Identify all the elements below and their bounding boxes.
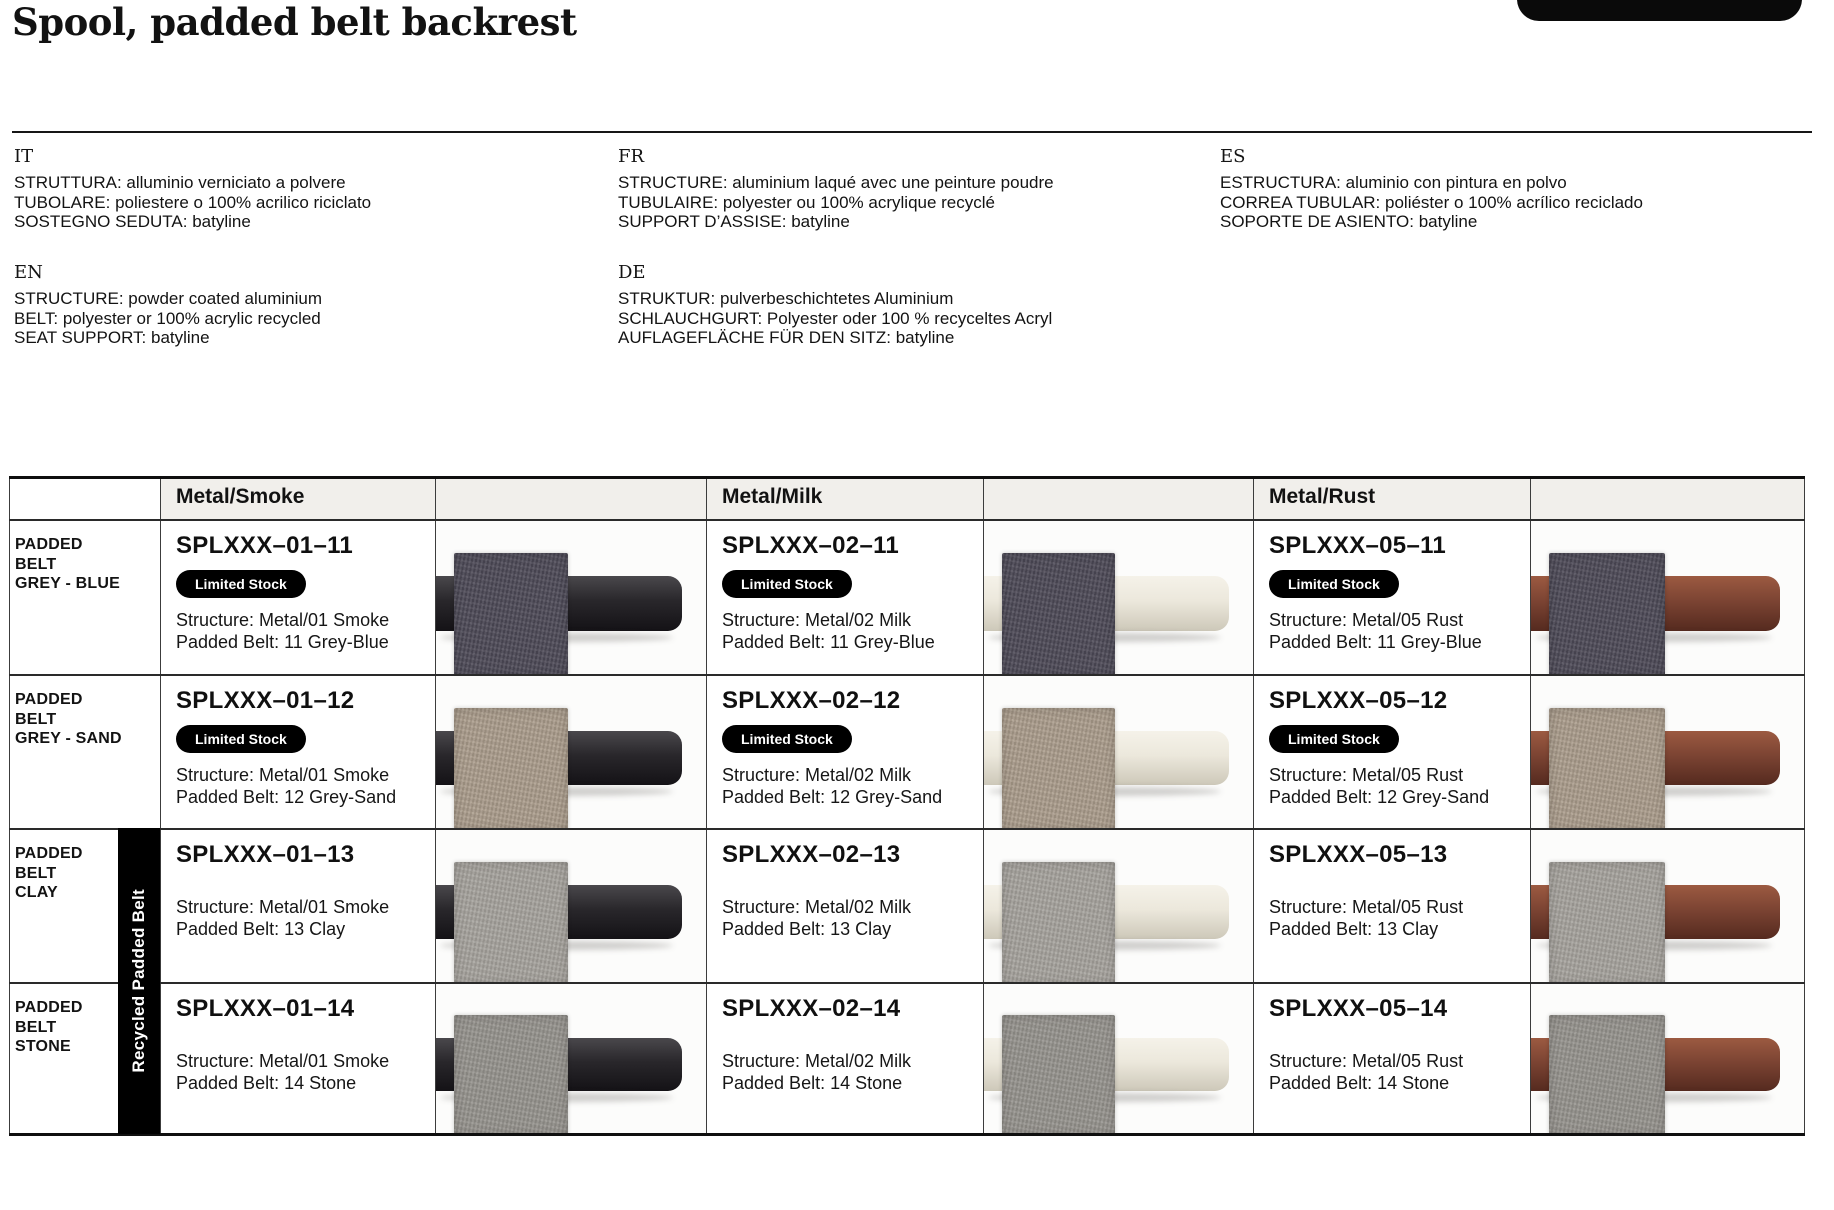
limited-stock-badge: Limited Stock bbox=[176, 725, 306, 753]
limited-stock-badge: Limited Stock bbox=[722, 570, 852, 598]
limited-stock-badge: Limited Stock bbox=[1269, 725, 1399, 753]
belt-swatch-icon bbox=[1549, 708, 1665, 828]
row-label-line: BELT bbox=[15, 555, 57, 573]
belt-swatch-icon bbox=[1549, 1015, 1665, 1133]
product-photo bbox=[435, 828, 706, 982]
product-cell bbox=[706, 674, 983, 828]
product-code: SPLXXX–02–11 bbox=[722, 532, 900, 559]
product-photo bbox=[1530, 519, 1805, 674]
spec-line: STRUCTURE: aluminium laqué avec une peinture poudre bbox=[618, 173, 1054, 192]
belt-swatch-icon bbox=[454, 553, 568, 674]
product-details bbox=[176, 609, 427, 653]
product-code: SPLXXX–05–14 bbox=[1269, 995, 1448, 1022]
product-detail-line: Structure: Metal/01 Smoke bbox=[176, 610, 390, 630]
banner-label: Recycled Padded Belt bbox=[129, 889, 148, 1073]
column-header-metal-milk: Metal/Milk bbox=[722, 485, 823, 508]
lang-code: IT bbox=[14, 146, 34, 167]
product-detail-line: Padded Belt: 12 Grey-Sand bbox=[722, 787, 943, 807]
column-header-metal-smoke: Metal/Smoke bbox=[176, 485, 305, 508]
product-photo bbox=[983, 982, 1253, 1133]
product-cell bbox=[160, 982, 435, 1133]
product-detail-line: Structure: Metal/05 Rust bbox=[1269, 765, 1464, 785]
spec-line: BELT: polyester or 100% acrylic recycled bbox=[14, 308, 321, 328]
lang-code: EN bbox=[14, 262, 43, 283]
product-details bbox=[1269, 609, 1522, 653]
belt-swatch-icon bbox=[454, 708, 568, 828]
product-detail-line: Padded Belt: 14 Stone bbox=[176, 1073, 357, 1093]
row-label-line: STONE bbox=[15, 1038, 71, 1055]
row-label-line: BELT bbox=[15, 710, 57, 728]
spec-line: STRUCTURE: powder coated aluminium bbox=[14, 289, 322, 308]
product-details bbox=[1269, 896, 1522, 940]
spec-line: STRUKTUR: pulverbeschichtetes Aluminium bbox=[618, 289, 954, 308]
product-photo bbox=[435, 519, 706, 674]
product-code: SPLXXX–01–14 bbox=[176, 995, 355, 1022]
cut-off-button[interactable] bbox=[1517, 0, 1802, 21]
product-cell bbox=[1253, 982, 1530, 1133]
row-label bbox=[9, 674, 160, 828]
lang-code: DE bbox=[618, 262, 646, 283]
product-details bbox=[1269, 1050, 1522, 1094]
spec-line: SOSTEGNO SEDUTA: batyline bbox=[14, 212, 251, 231]
grid-line bbox=[9, 982, 1805, 984]
spec-line: TUBOLARE: poliestere o 100% acrilico riciclato bbox=[14, 192, 372, 212]
product-detail-line: Structure: Metal/01 Smoke bbox=[176, 765, 390, 785]
product-cell bbox=[1253, 674, 1530, 828]
grid-line bbox=[160, 476, 161, 1134]
product-code: SPLXXX–05–12 bbox=[1269, 687, 1448, 714]
limited-stock-badge: Limited Stock bbox=[176, 570, 306, 598]
product-photo bbox=[435, 982, 706, 1133]
product-code: SPLXXX–01–12 bbox=[176, 687, 355, 714]
belt-swatch-icon bbox=[1549, 862, 1665, 982]
belt-swatch-icon bbox=[454, 862, 568, 982]
product-cell bbox=[706, 828, 983, 982]
row-label-line: BELT bbox=[15, 1018, 57, 1036]
product-detail-line: Padded Belt: 11 Grey-Blue bbox=[176, 632, 389, 652]
page-title: Spool, padded belt backrest bbox=[12, 0, 577, 44]
product-detail-line: Padded Belt: 11 Grey-Blue bbox=[722, 632, 935, 652]
product-cell bbox=[706, 519, 983, 674]
recycled-padded-belt-banner bbox=[118, 828, 160, 1134]
product-detail-line: Structure: Metal/05 Rust bbox=[1269, 610, 1464, 630]
product-photo bbox=[983, 519, 1253, 674]
row-label-line: GREY - BLUE bbox=[15, 575, 121, 592]
product-detail-line: Padded Belt: 13 Clay bbox=[722, 919, 892, 939]
product-code: SPLXXX–02–12 bbox=[722, 687, 901, 714]
product-photo bbox=[1530, 982, 1805, 1133]
row-label-line: GREY - SAND bbox=[15, 730, 122, 747]
grid-line bbox=[1804, 476, 1805, 1134]
product-detail-line: Structure: Metal/05 Rust bbox=[1269, 897, 1464, 917]
product-code: SPLXXX–02–13 bbox=[722, 841, 901, 868]
grid-line bbox=[9, 828, 1805, 830]
product-detail-line: Padded Belt: 13 Clay bbox=[176, 919, 346, 939]
product-detail-line: Structure: Metal/02 Milk bbox=[722, 897, 912, 917]
spec-block-fr bbox=[618, 146, 1193, 232]
grid-line bbox=[435, 476, 436, 1134]
grid-line bbox=[9, 519, 1805, 521]
product-detail-line: Structure: Metal/05 Rust bbox=[1269, 1051, 1464, 1071]
row-label-line: PADDED bbox=[15, 536, 83, 553]
product-detail-line: Padded Belt: 11 Grey-Blue bbox=[1269, 632, 1482, 652]
product-details bbox=[722, 896, 975, 940]
spec-line: AUFLAGEFLÄCHE FÜR DEN SITZ: batyline bbox=[618, 328, 955, 347]
grid-line bbox=[983, 476, 984, 1134]
belt-swatch-icon bbox=[1002, 553, 1115, 674]
product-details bbox=[722, 764, 975, 808]
column-header-metal-rust: Metal/Rust bbox=[1269, 485, 1376, 508]
row-label-line: CLAY bbox=[15, 884, 58, 901]
product-detail-line: Structure: Metal/02 Milk bbox=[722, 1051, 912, 1071]
grid-line bbox=[9, 476, 10, 1134]
product-code: SPLXXX–01–11 bbox=[176, 532, 354, 559]
product-cell bbox=[1253, 828, 1530, 982]
row-label-line: PADDED bbox=[15, 845, 83, 862]
product-photo bbox=[1530, 828, 1805, 982]
spec-line: ESTRUCTURA: aluminio con pintura en polvo bbox=[1220, 173, 1567, 192]
product-code: SPLXXX–05–11 bbox=[1269, 532, 1447, 559]
product-details bbox=[176, 896, 427, 940]
product-code: SPLXXX–05–13 bbox=[1269, 841, 1448, 868]
grid-line bbox=[9, 674, 1805, 676]
lang-code: ES bbox=[1220, 146, 1246, 167]
product-cell bbox=[160, 674, 435, 828]
belt-swatch-icon bbox=[1002, 862, 1115, 982]
product-code: SPLXXX–01–13 bbox=[176, 841, 355, 868]
product-details bbox=[722, 609, 975, 653]
grid-line bbox=[9, 1133, 1805, 1136]
row-label-line: BELT bbox=[15, 864, 57, 882]
belt-swatch-icon bbox=[454, 1015, 568, 1133]
product-details bbox=[722, 1050, 975, 1094]
product-detail-line: Padded Belt: 12 Grey-Sand bbox=[176, 787, 397, 807]
product-detail-line: Structure: Metal/01 Smoke bbox=[176, 1051, 390, 1071]
product-cell bbox=[1253, 519, 1530, 674]
product-detail-line: Padded Belt: 14 Stone bbox=[1269, 1073, 1450, 1093]
belt-swatch-icon bbox=[1549, 553, 1665, 674]
product-cell bbox=[160, 828, 435, 982]
product-photo bbox=[1530, 674, 1805, 828]
product-detail-line: Structure: Metal/02 Milk bbox=[722, 765, 912, 785]
grid-line bbox=[1530, 476, 1531, 1134]
product-detail-line: Structure: Metal/01 Smoke bbox=[176, 897, 390, 917]
spec-block-es bbox=[1220, 146, 1795, 232]
spec-line: SEAT SUPPORT: batyline bbox=[14, 328, 210, 347]
product-detail-line: Padded Belt: 12 Grey-Sand bbox=[1269, 787, 1490, 807]
row-label-line: PADDED bbox=[15, 691, 83, 708]
product-cell bbox=[160, 519, 435, 674]
product-details bbox=[176, 764, 427, 808]
belt-swatch-icon bbox=[1002, 708, 1115, 828]
spec-line: CORREA TUBULAR: poliéster o 100% acrílico reciclado bbox=[1220, 192, 1643, 212]
lang-code: FR bbox=[618, 146, 645, 167]
spec-line: SCHLAUCHGURT: Polyester oder 100 % recyceltes Acryl bbox=[618, 308, 1053, 328]
product-cell bbox=[706, 982, 983, 1133]
header-divider bbox=[12, 131, 1812, 133]
spec-block-it bbox=[14, 146, 589, 232]
grid-line bbox=[9, 476, 1805, 479]
product-photo bbox=[983, 674, 1253, 828]
spec-block-de bbox=[618, 262, 1193, 348]
spec-line: SUPPORT D’ASSISE: batyline bbox=[618, 212, 850, 231]
limited-stock-badge: Limited Stock bbox=[722, 725, 852, 753]
product-details bbox=[176, 1050, 427, 1094]
product-detail-line: Structure: Metal/02 Milk bbox=[722, 610, 912, 630]
spec-block-en bbox=[14, 262, 589, 348]
product-code: SPLXXX–02–14 bbox=[722, 995, 901, 1022]
product-photo bbox=[435, 674, 706, 828]
product-detail-line: Padded Belt: 13 Clay bbox=[1269, 919, 1439, 939]
spec-line: STRUTTURA: alluminio verniciato a polvere bbox=[14, 173, 346, 192]
belt-swatch-icon bbox=[1002, 1015, 1115, 1133]
product-detail-line: Padded Belt: 14 Stone bbox=[722, 1073, 903, 1093]
spec-line: TUBULAIRE: polyester ou 100% acrylique recyclé bbox=[618, 192, 995, 212]
row-label-line: PADDED bbox=[15, 999, 83, 1016]
grid-line bbox=[706, 476, 707, 1134]
grid-line bbox=[1253, 476, 1254, 1134]
row-label bbox=[9, 519, 160, 674]
spec-line: SOPORTE DE ASIENTO: batyline bbox=[1220, 212, 1478, 231]
product-photo bbox=[983, 828, 1253, 982]
limited-stock-badge: Limited Stock bbox=[1269, 570, 1399, 598]
variant-table bbox=[9, 476, 1805, 1136]
product-details bbox=[1269, 764, 1522, 808]
